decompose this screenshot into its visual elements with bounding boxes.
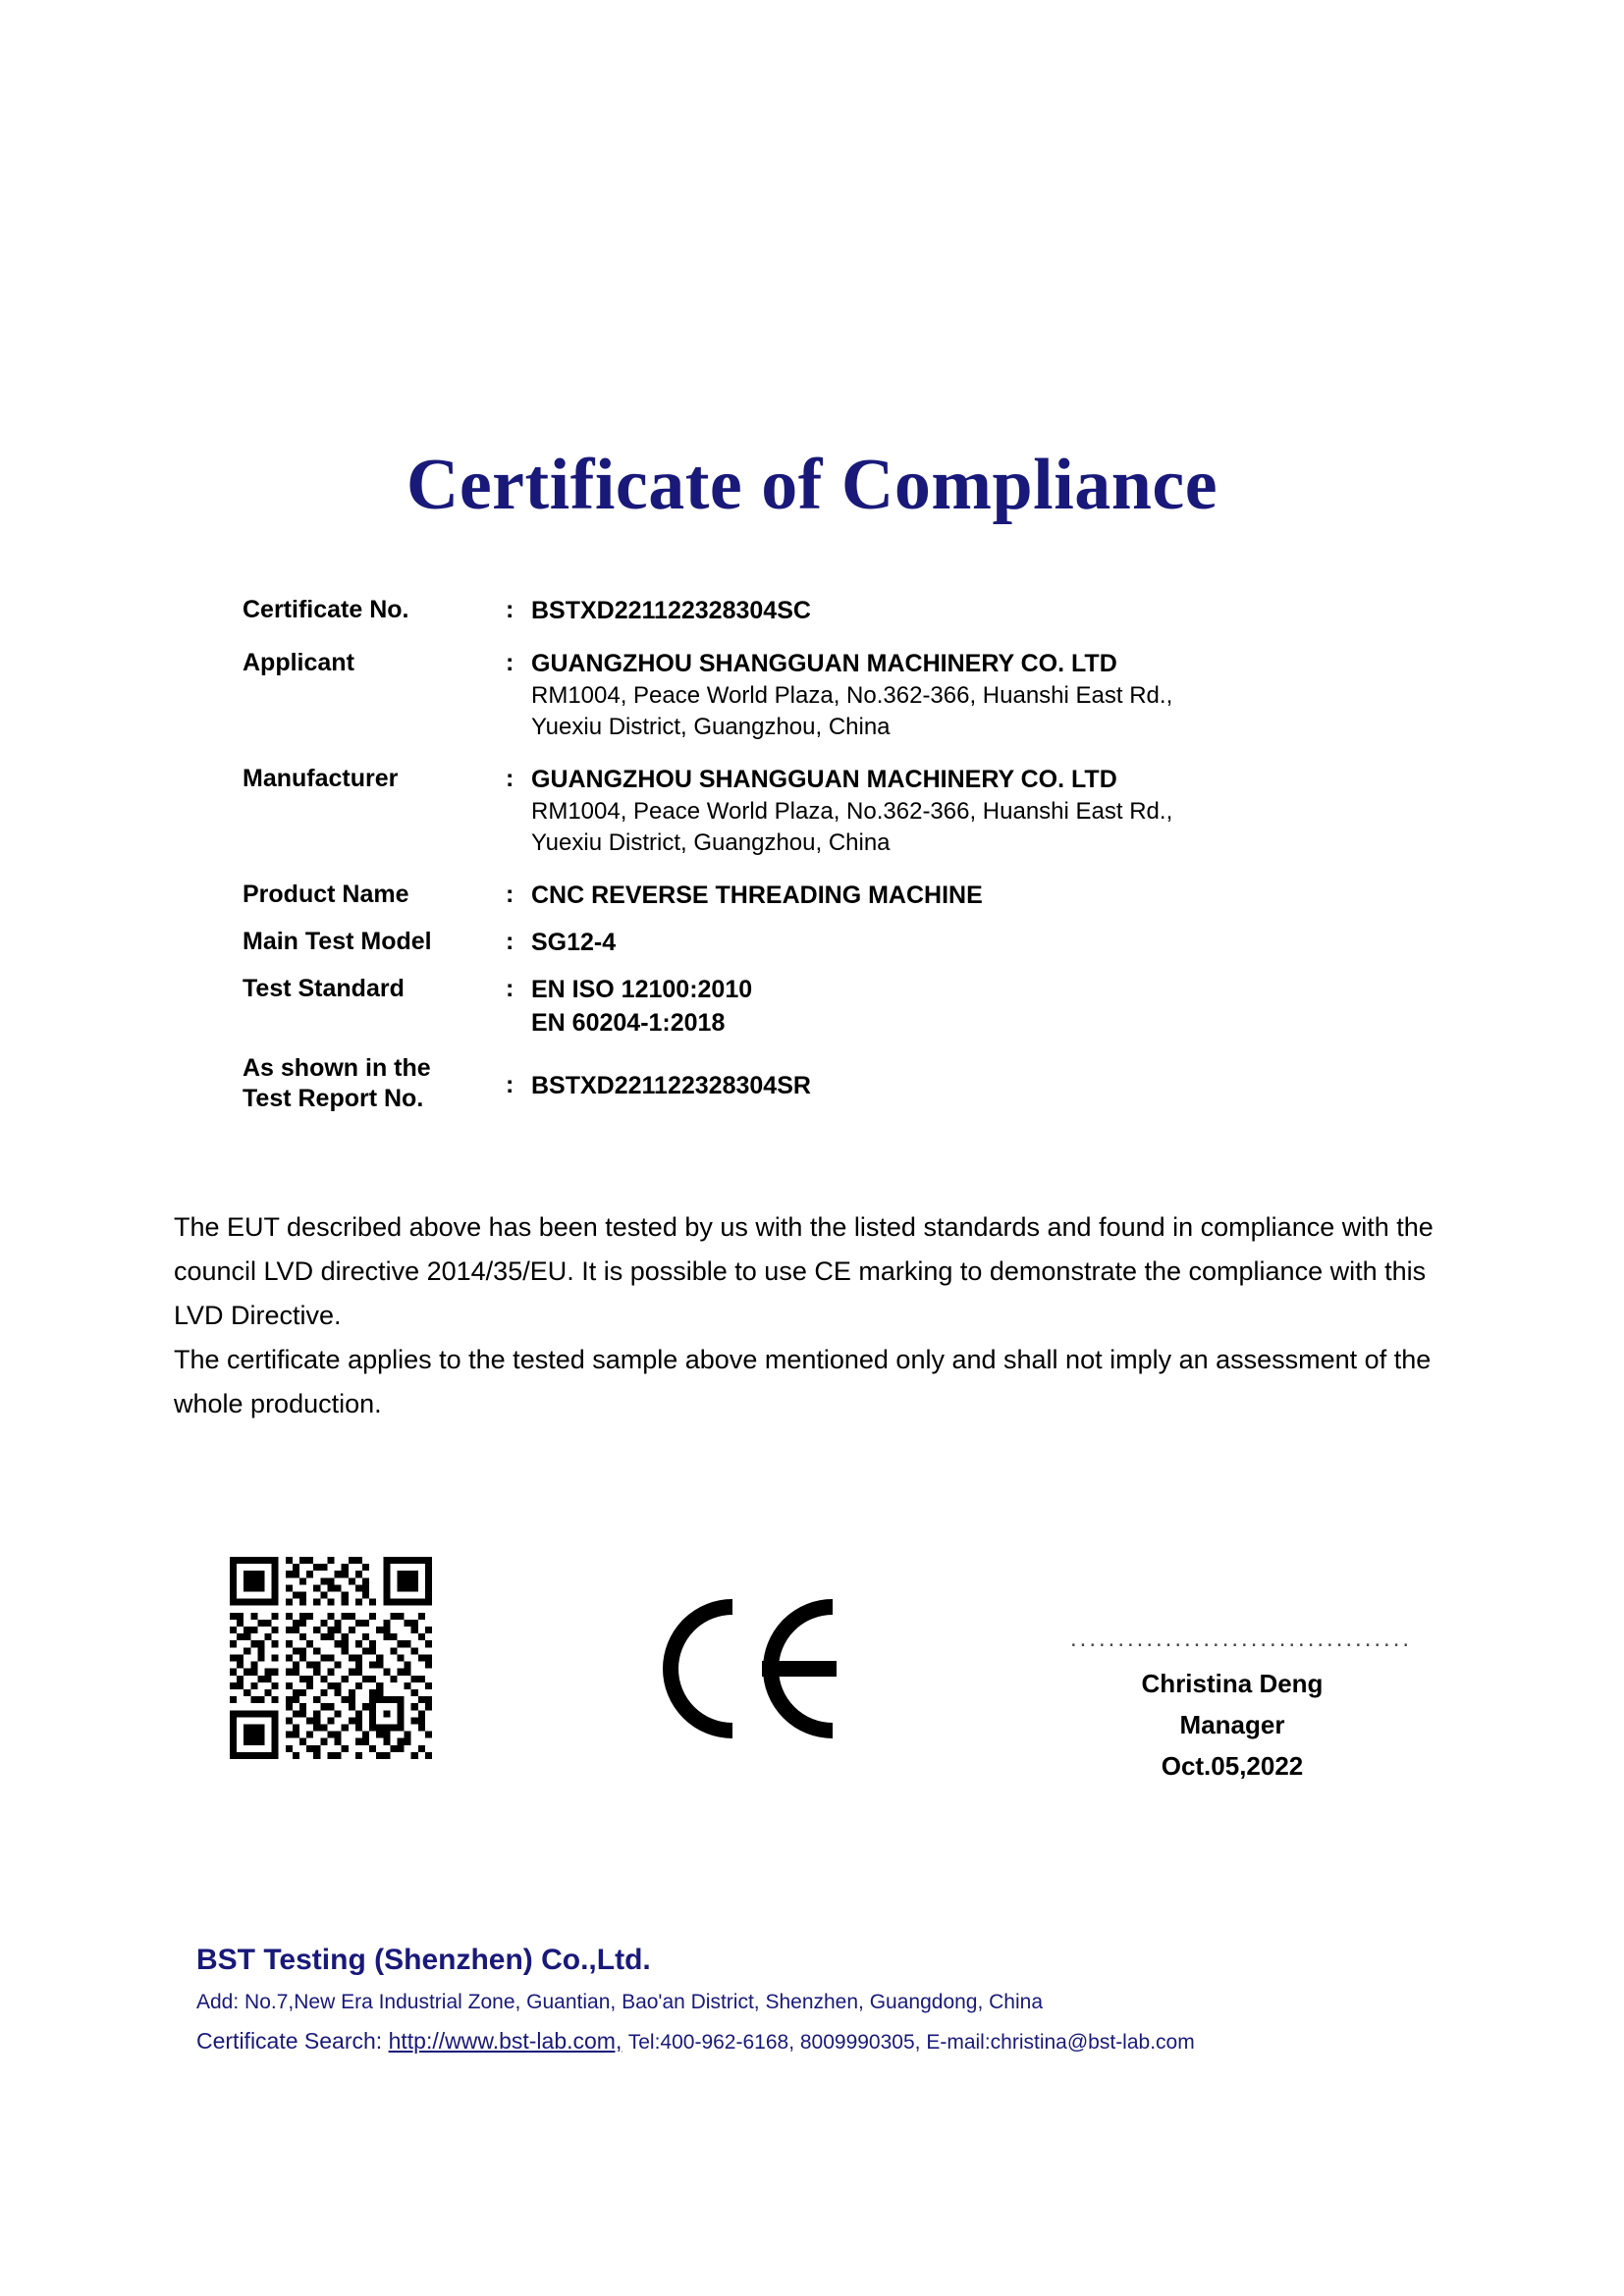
certificate-search-link[interactable]: http://www.bst-lab.com, [388, 2028, 623, 2054]
field-colon: : [506, 975, 514, 1002]
field-value-primary: CNC REVERSE THREADING MACHINE [531, 881, 983, 909]
field-colon: : [506, 765, 514, 792]
field-value-primary: SG12-4 [531, 929, 617, 956]
field-value-address-line-1: RM1004, Peace World Plaza, No.362-366, Huanshi East Rd., [531, 682, 1173, 709]
table-row-product-name [243, 879, 1421, 912]
field-colon: : [506, 596, 514, 623]
table-row-main-test-model [243, 926, 1421, 959]
field-colon: : [506, 881, 514, 908]
field-label: Product Name [243, 881, 409, 908]
field-value [531, 926, 1421, 959]
field-value-secondary: EN 60204-1:2018 [531, 1009, 726, 1037]
field-label: Applicant [243, 649, 354, 676]
signature-block [1070, 1626, 1413, 1787]
field-value [531, 647, 1421, 743]
table-row-applicant [243, 647, 1421, 743]
signatory-name: Christina Deng [1141, 1669, 1324, 1698]
field-colon: : [506, 649, 514, 676]
field-label-line-1: As shown in the [243, 1054, 431, 1082]
field-value-primary: GUANGZHOU SHANGGUAN MACHINERY CO. LTD [531, 766, 1117, 793]
field-value [531, 1053, 1421, 1102]
field-label: Test Standard [243, 975, 405, 1002]
field-colon: : [506, 928, 514, 955]
statement-paragraphs [174, 1205, 1450, 1426]
page-title: Certificate of Compliance [406, 445, 1218, 525]
field-label: Certificate No. [243, 596, 409, 623]
footer-company-name: BST Testing (Shenzhen) Co.,Ltd. [196, 1944, 651, 1976]
field-value-address-line-1: RM1004, Peace World Plaza, No.362-366, Huanshi East Rd., [531, 798, 1173, 825]
table-row-manufacturer [243, 763, 1421, 859]
table-row-certificate-no [243, 594, 1421, 627]
certificate-details-table [243, 594, 1421, 1134]
field-label [243, 1053, 506, 1114]
field-label-line-2: Test Report No. [243, 1085, 424, 1112]
signatory-role: Manager [1179, 1710, 1285, 1739]
field-value-address-line-2: Yuexiu District, Guangzhou, China [531, 714, 891, 740]
field-value-primary: BSTXD221122328304SR [531, 1072, 811, 1099]
ce-mark-icon [638, 1595, 864, 1742]
footer [196, 1944, 1473, 2055]
signature-line: .................................... [1070, 1626, 1413, 1652]
field-colon: : [506, 1071, 514, 1098]
footer-contact-line [196, 2028, 1473, 2055]
issue-date: Oct.05,2022 [1161, 1751, 1304, 1781]
field-value [531, 594, 1421, 627]
certificate-search-label: Certificate Search: [196, 2028, 383, 2054]
field-value [531, 973, 1421, 1040]
table-row-test-standard [243, 973, 1421, 1040]
field-value-primary: EN ISO 12100:2010 [531, 976, 753, 1003]
footer-address: Add: No.7,New Era Industrial Zone, Guantian, Bao'an District, Shenzhen, Guangdong, China [196, 1991, 1044, 2013]
field-label: Manufacturer [243, 765, 399, 792]
field-label: Main Test Model [243, 928, 432, 955]
field-value-primary: GUANGZHOU SHANGGUAN MACHINERY CO. LTD [531, 650, 1117, 677]
statement-paragraph-2: The certificate applies to the tested sample above mentioned only and shall not imply an assessment of the whole production. [174, 1345, 1432, 1418]
field-value [531, 763, 1421, 859]
field-value [531, 879, 1421, 912]
statement-paragraph-1: The EUT described above has been tested by us with the listed standards and found in compliance with the council LVD directive 2014/35/EU. It is possible to use CE marking to demonstrate the compliance with this LVD Directive. [174, 1212, 1434, 1330]
field-value-address-line-2: Yuexiu District, Guangzhou, China [531, 829, 891, 856]
qr-code-icon [230, 1557, 432, 1759]
footer-contact-details: Tel:400-962-6168, 8009990305, E-mail:christina@bst-lab.com [627, 2031, 1195, 2054]
table-row-test-report-no [243, 1053, 1421, 1114]
field-value-primary: BSTXD221122328304SC [531, 597, 811, 624]
